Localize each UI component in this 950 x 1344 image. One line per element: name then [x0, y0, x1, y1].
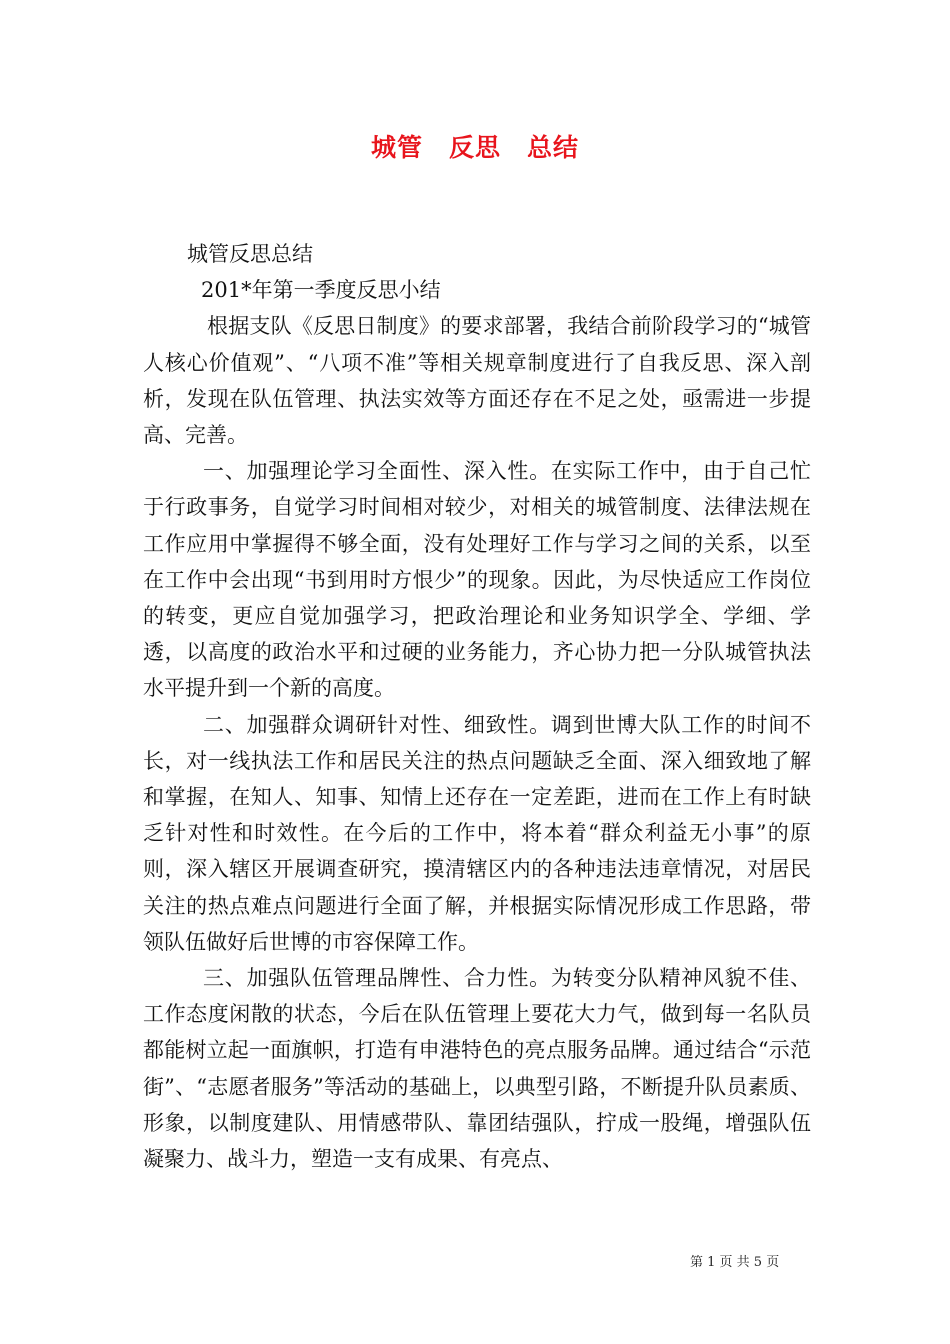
page-number: 第 1 页 共 5 页 [690, 1255, 780, 1270]
document-title: 城管 反思 总结 [370, 133, 579, 162]
paragraph-section-2: 二、加强群众调研针对性、细致性。调到世博大队工作的时间不长，对一线执法工作和居民关注的热点问题缺乏全面、深入细致地了解和掌握，在知人、知事、知情上还存在一定差距，进而在工作上有时缺乏针对性和时效性。在今后的工作中，将本着“群众利益无小事”的原则，深入辖区开展调查研究，摸清辖区内的各种违法违章情况，对居民关注的热点难点问题进行全面了解，并根据实际情况形成工作思路，带领队伍做好后世博的市容保障工作。 [143, 712, 811, 954]
document-body [143, 236, 811, 1177]
document-subtitle: 城管反思总结 [187, 242, 313, 266]
paragraph-section-1: 一、加强理论学习全面性、深入性。在实际工作中，由于自己忙于行政事务，自觉学习时间相对较少，对相关的城管制度、法律法规在工作应用中掌握得不够全面，没有处理好工作与学习之间的关系，以至在工作中会出现“书到用时方恨少”的现象。因此，为尽快适应工作岗位的转变，更应自觉加强学习，把政治理论和业务知识学全、学细、学透，以高度的政治水平和过硬的业务能力，齐心协力把一分队城管执法水平提升到一个新的高度。 [143, 459, 811, 701]
document-subheading: 201*年第一季度反思小结 [201, 278, 441, 303]
paragraph-intro: 根据支队《反思日制度》的要求部署，我结合前阶段学习的“城管人核心价值观”、“八项不准”等相关规章制度进行了自我反思、深入剖析，发现在队伍管理、执法实效等方面还存在不足之处，亟需进一步提高、完善。 [143, 314, 811, 448]
paragraph-section-3: 三、加强队伍管理品牌性、合力性。为转变分队精神风貌不佳、工作态度闲散的状态，今后在队伍管理上要花大力气，做到每一名队员都能树立起一面旗帜，打造有申港特色的亮点服务品牌。通过结合“示范街”、“志愿者服务”等活动的基础上，以典型引路，不断提升队员素质、形象，以制度建队、用情感带队、靠团结强队，拧成一股绳，增强队伍凝聚力、战斗力，塑造一支有成果、有亮点、 [143, 966, 811, 1172]
